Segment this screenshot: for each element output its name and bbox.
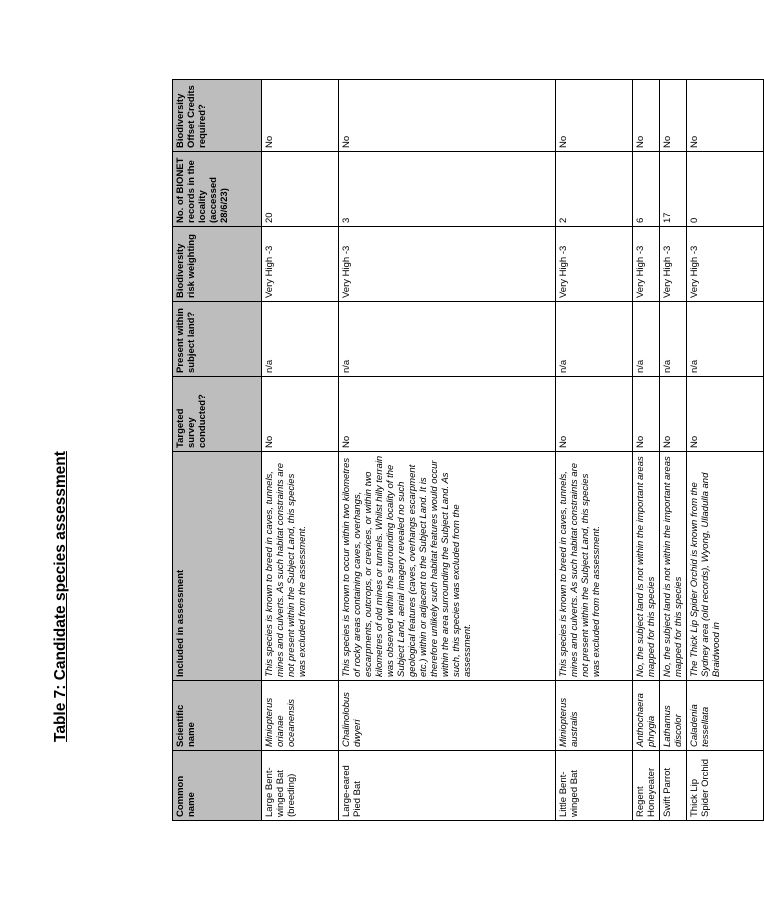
- cell-present: n/a: [687, 302, 764, 377]
- cell-present: n/a: [660, 302, 687, 377]
- cell-records: 17: [660, 152, 687, 227]
- cell-common-name: Thick Lip Spider Orchid: [687, 751, 764, 821]
- cell-risk: Very High -3: [339, 227, 556, 302]
- species-table: [172, 79, 764, 821]
- cell-risk: Very High -3: [633, 227, 660, 302]
- cell-survey: No: [339, 377, 556, 452]
- header-records: No. of BIONET records in the locality (accessed 28/6/23): [173, 152, 262, 227]
- cell-common-name: Swift Parrot: [660, 751, 687, 821]
- cell-records: 2: [556, 152, 633, 227]
- cell-risk: Very High -3: [660, 227, 687, 302]
- cell-assessment: [687, 452, 764, 681]
- assessment-text: This species is known to breed in caves, tunnels, mines and culverts. As such habitat constraints are not present within the Subject Land, this species was excluded from the assessment.: [558, 462, 603, 677]
- cell-assessment: [262, 452, 339, 681]
- table-row: [687, 80, 764, 821]
- cell-survey: No: [660, 377, 687, 452]
- cell-offset: No: [339, 80, 556, 152]
- header-risk: Biodiversity risk weighting: [173, 227, 262, 302]
- cell-survey: No: [262, 377, 339, 452]
- table-row: [633, 80, 660, 821]
- cell-assessment: [556, 452, 633, 681]
- cell-risk: Very High -3: [262, 227, 339, 302]
- cell-assessment: [339, 452, 556, 681]
- cell-records: 20: [262, 152, 339, 227]
- cell-offset: No: [633, 80, 660, 152]
- cell-scientific-name: Lathamus discolor: [660, 681, 687, 751]
- assessment-text: The Thick Lip Spider Orchid is known from the Sydney area (old records), Wyong, Ulladulla and Braidwood in: [689, 472, 723, 677]
- header-survey: Targeted survey conducted?: [173, 377, 262, 452]
- cell-records: 3: [339, 152, 556, 227]
- table-title: Table 7: Candidate species assessment: [52, 451, 69, 742]
- cell-assessment: [633, 452, 660, 681]
- cell-common-name: Little Bent-winged Bat: [556, 751, 633, 821]
- header-present: Present within subject land?: [173, 302, 262, 377]
- header-scientific-name: Scientific name: [173, 681, 262, 751]
- cell-scientific-name: Anthochaera phrygia: [633, 681, 660, 751]
- table-row: [339, 80, 556, 821]
- cell-common-name: Regent Honeyeater: [633, 751, 660, 821]
- table-row: [262, 80, 339, 821]
- cell-offset: No: [687, 80, 764, 152]
- cell-survey: No: [633, 377, 660, 452]
- cell-present: n/a: [633, 302, 660, 377]
- cell-offset: No: [262, 80, 339, 152]
- cell-scientific-name: Caladenia tessellata: [687, 681, 764, 751]
- cell-records: 0: [687, 152, 764, 227]
- assessment-text: No, the subject land is not within the important areas mapped for this species: [635, 456, 658, 677]
- cell-survey: No: [556, 377, 633, 452]
- cell-risk: Very High -3: [687, 227, 764, 302]
- cell-survey: No: [687, 377, 764, 452]
- header-common-name: Common name: [173, 751, 262, 821]
- table-row: [660, 80, 687, 821]
- cell-risk: Very High -3: [556, 227, 633, 302]
- cell-scientific-name: Chalinolobus dwyeri: [339, 681, 556, 751]
- cell-scientific-name: Miniopterus orianae oceanensis: [262, 681, 339, 751]
- cell-present: n/a: [339, 302, 556, 377]
- cell-offset: No: [556, 80, 633, 152]
- cell-assessment: [660, 452, 687, 681]
- assessment-text: This species is known to occur within two kilometres of rocky areas containing caves, overhangs, escarpments, outcrops, or crevices, or within two kilometres of old mines or tunnels. Whilst hilly terrain was observed within the surrounding locality of the Subject Land, aerial imagery revealed no such geological features (caves, overhangs escarpment etc.) within or adjacent to the Subject Land. It is therefore unlikely such habitat features would occur within the area surrounding the Subject Land. As such, this species was excluded from the assessment.: [341, 455, 474, 677]
- table-row: [556, 80, 633, 821]
- header-assessment: Included in assessment: [173, 452, 262, 681]
- header-row: [173, 80, 262, 821]
- cell-present: n/a: [262, 302, 339, 377]
- cell-scientific-name: Miniopterus australis: [556, 681, 633, 751]
- cell-common-name: Large Bent-winged Bat (breeding): [262, 751, 339, 821]
- assessment-text: No, the subject land is not within the important areas mapped for this species: [662, 456, 685, 677]
- cell-present: n/a: [556, 302, 633, 377]
- assessment-text: This species is known to breed in caves, tunnels, mines and culverts. As such habitat constraints are not present within the Subject Land, this species was excluded from the assessment.: [264, 462, 308, 677]
- cell-records: 6: [633, 152, 660, 227]
- cell-common-name: Large-eared Pied Bat: [339, 751, 556, 821]
- header-offset: Biodiversity Offset Credits required?: [173, 80, 262, 152]
- cell-offset: No: [660, 80, 687, 152]
